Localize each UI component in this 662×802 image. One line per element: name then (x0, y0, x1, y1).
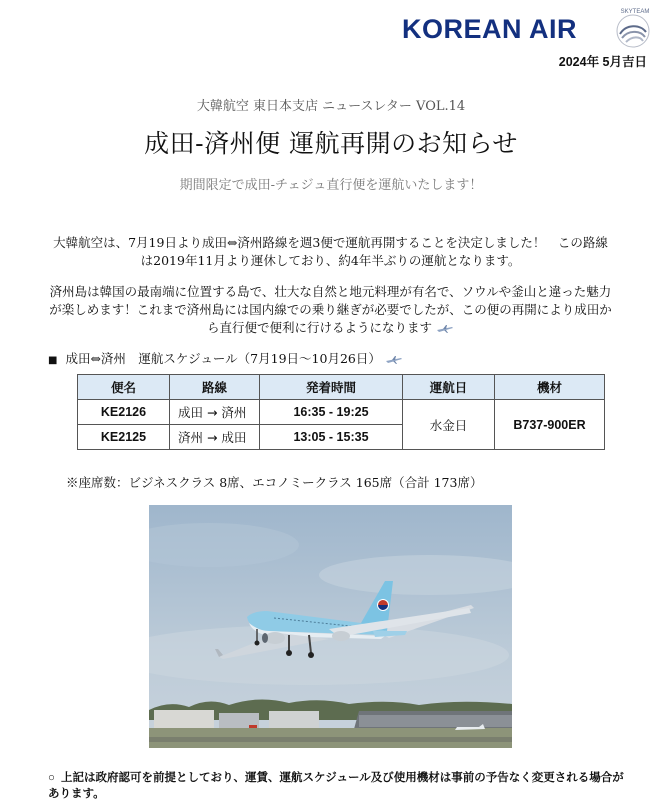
schedule-heading (48, 349, 403, 367)
skyteam-swirl-icon (610, 6, 656, 52)
newsletter-label: 大韓航空 東日本支店 ニュースレター VOL.14 (196, 99, 466, 114)
column-header: 路線 (170, 375, 260, 400)
circle-bullet-icon: ○ (48, 772, 55, 784)
square-bullet-icon: ■ (48, 355, 58, 366)
column-header: 発着時間 (260, 375, 403, 400)
disclaimer-note (48, 770, 628, 802)
operating-days-cell: 水金日 (403, 400, 495, 450)
logo-wordmark: KOREAN AIR (402, 14, 578, 44)
aircraft-cell: B737-900ER (495, 400, 605, 450)
seat-count-note: ※座席数：ビジネスクラス 8席、エコノミークラス 165席（合計 173席） (66, 475, 483, 490)
schedule-table (77, 374, 605, 450)
intro-paragraph (48, 234, 613, 270)
flight-number: KE2126 (78, 400, 170, 425)
time-cell: 13:05 - 15:35 (260, 425, 403, 450)
flight-number: KE2125 (78, 425, 170, 450)
route-cell: 成田 → 済州 (170, 400, 260, 425)
airplane-icon (385, 355, 403, 365)
column-header: 便名 (78, 375, 170, 400)
column-header: 運航日 (403, 375, 495, 400)
date-label: 2024年 5月吉日 (558, 55, 647, 69)
airplane-icon (436, 324, 454, 334)
route-cell: 済州 → 成田 (170, 425, 260, 450)
table-header-row (78, 375, 605, 400)
disclaimer-text: 上記は政府認可を前提としており、運賃、運航スケジュール及び使用機材は事前の予告なく変更される場合があります。 (48, 772, 624, 800)
airplane-photo (149, 505, 512, 748)
table-row (78, 400, 605, 425)
column-header: 機材 (495, 375, 605, 400)
page-title: 成田-済州便 運航再開のお知らせ (144, 129, 518, 158)
jeju-text: 済州島は韓国の最南端に位置する島で、壮大な自然と地元料理が有名で、ソウルや釜山と違った魅力が楽しめます！これまで済州島には国内線での乗り継ぎが必要でしたが、この便の再開により成田から直行便で便利に行けるようになります (49, 284, 612, 335)
page-subtitle: 期間限定で成田-チェジュ直行便を運航いたします！ (179, 178, 483, 193)
schedule-heading-text: 成田⇔済州 運航スケジュール（7月19日～10月26日） (65, 351, 381, 366)
skyteam-text: SKYTEAM (620, 9, 650, 15)
jeju-paragraph (48, 283, 613, 337)
time-cell: 16:35 - 19:25 (260, 400, 403, 425)
korean-air-logo (402, 6, 656, 50)
intro-text: 大韓航空は、7月19日より成田⇔済州路線を週3便で運航再開することを決定しました！ この路線は2019年11月より運休しており、約4年半ぶりの運航となります。 (53, 235, 608, 268)
